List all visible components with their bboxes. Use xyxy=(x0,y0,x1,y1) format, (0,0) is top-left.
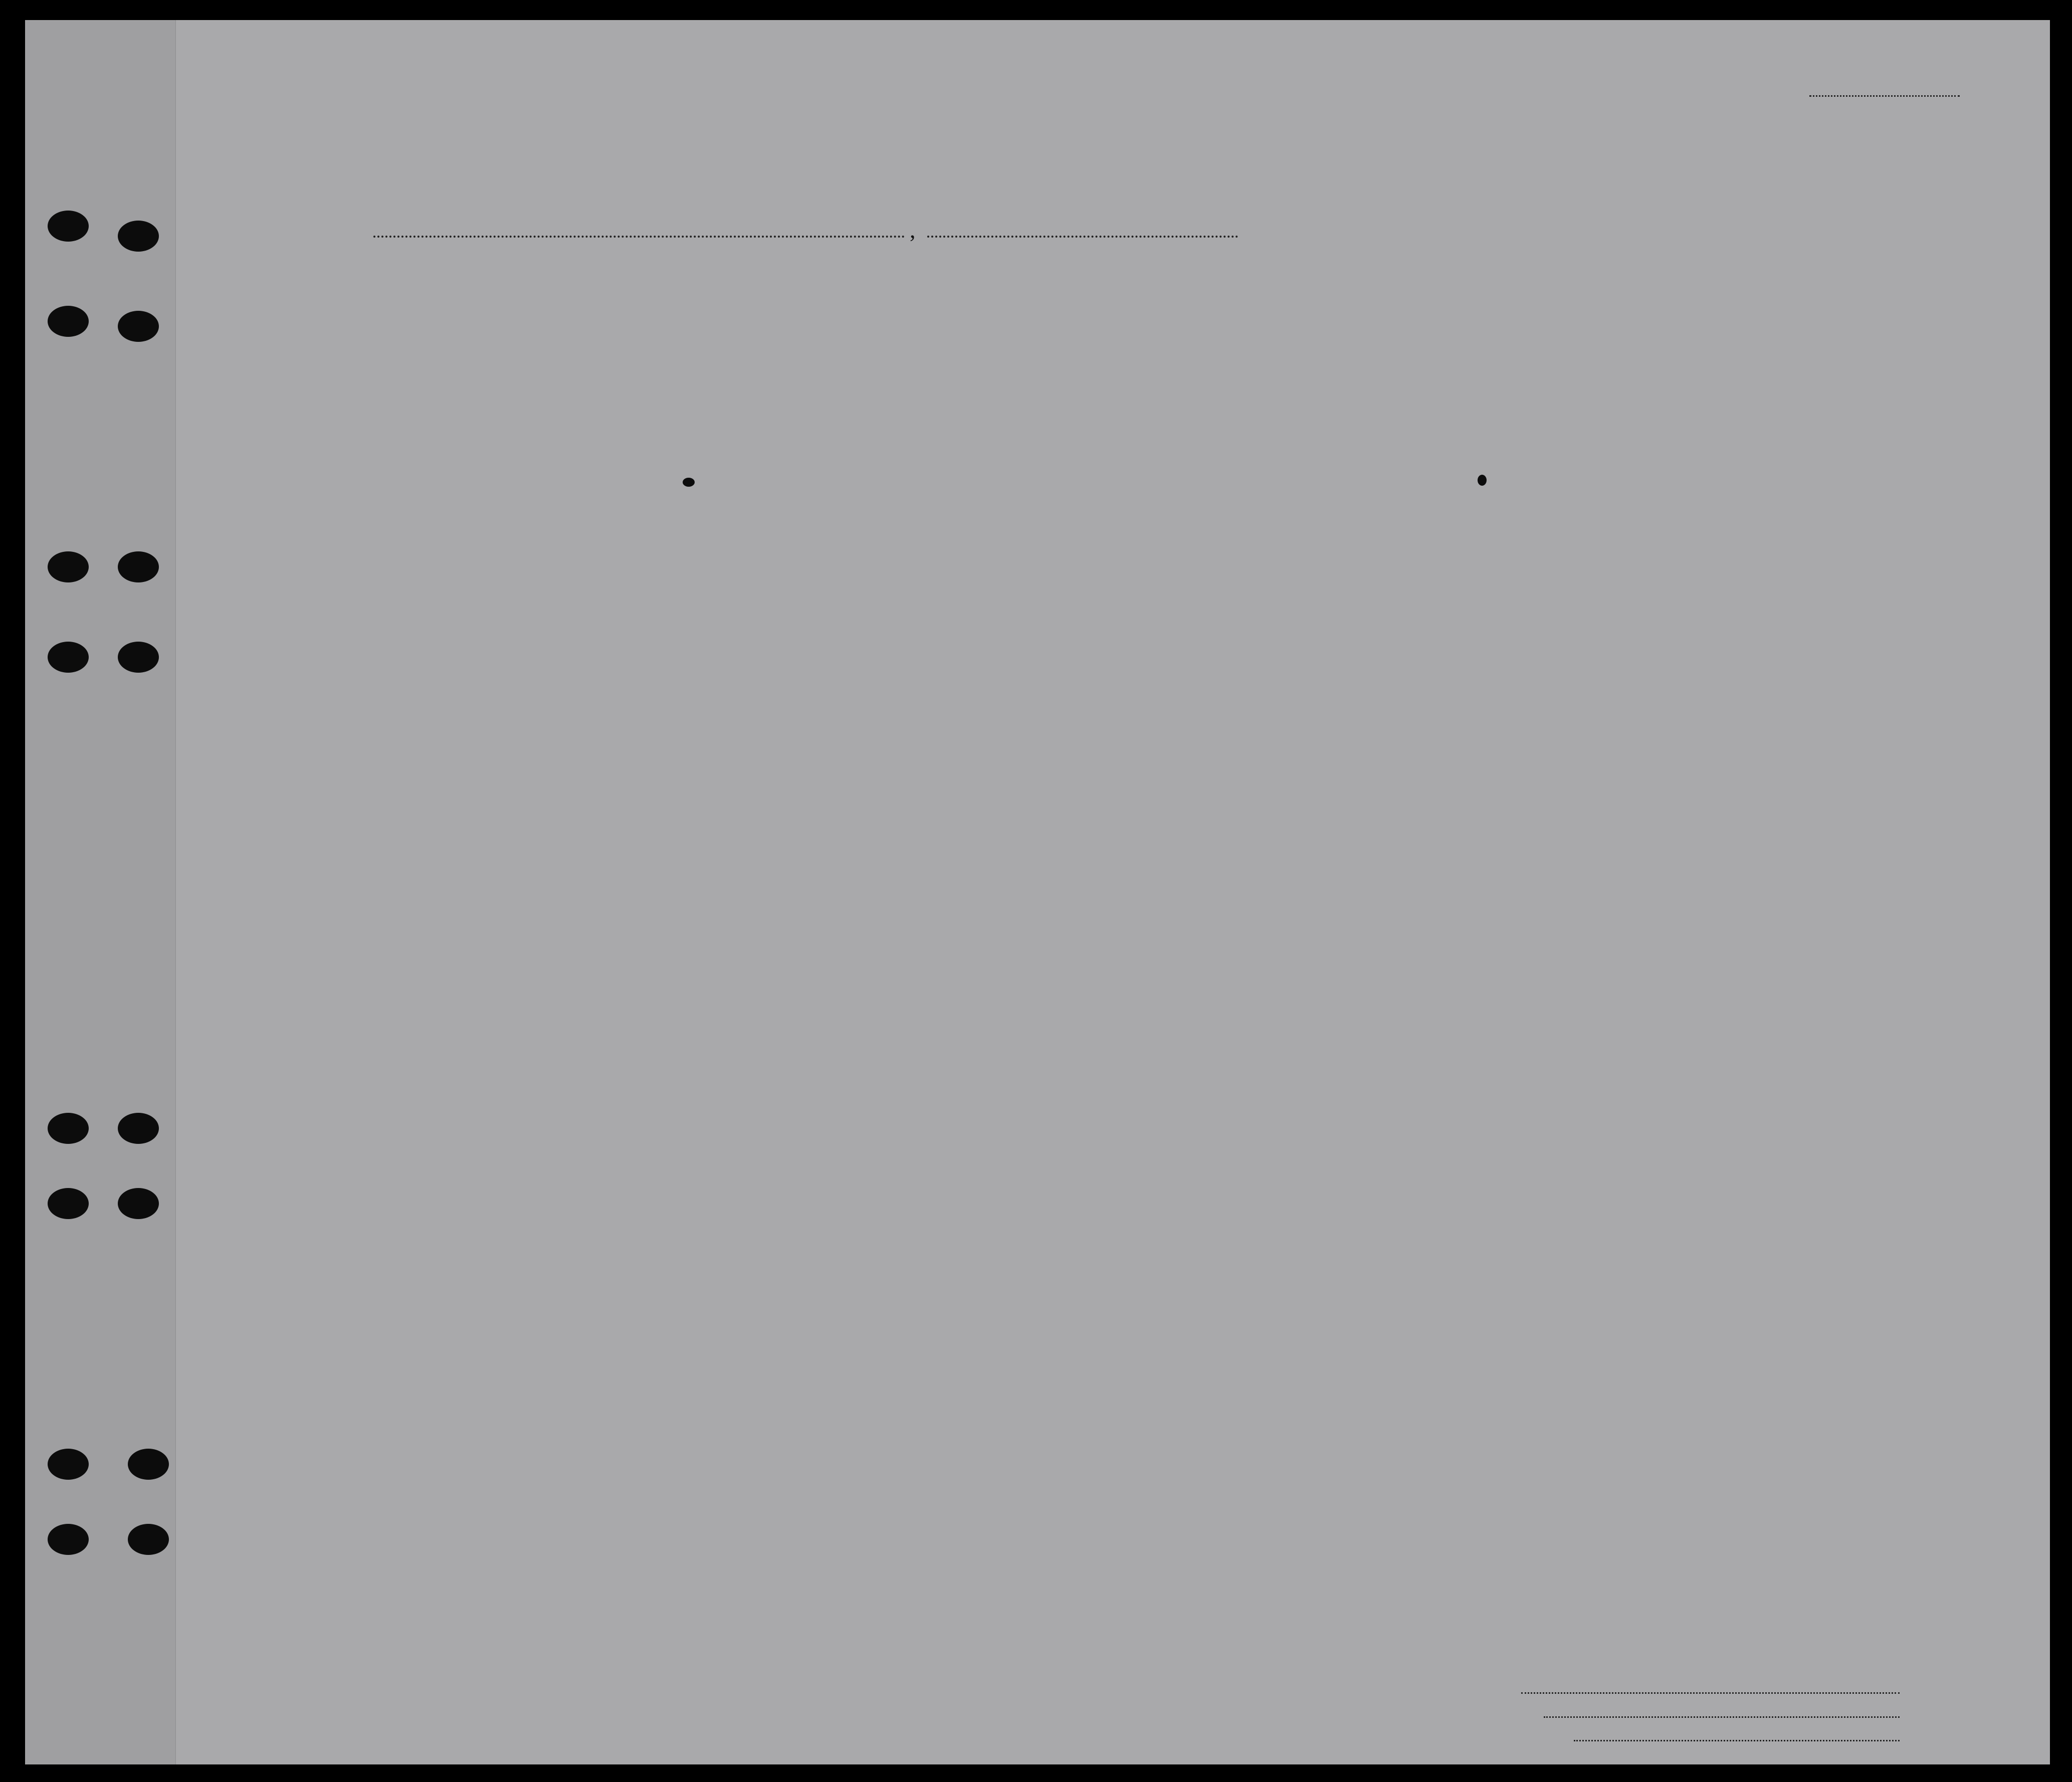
header-prison xyxy=(1341,311,1378,446)
header-excluded xyxy=(1527,321,1544,446)
line-field[interactable] xyxy=(1521,1692,1900,1694)
punch-hole xyxy=(118,642,159,673)
ink-blot xyxy=(683,478,695,487)
header-overthrow xyxy=(1433,308,1484,446)
header-anarchist xyxy=(1412,321,1426,446)
owners-field[interactable] xyxy=(1544,1716,1900,1718)
local-agents-field[interactable] xyxy=(1574,1740,1900,1741)
header-purpose-return xyxy=(1228,348,1273,446)
comma-separator: , xyxy=(910,217,916,243)
punch-hole xyxy=(48,306,89,337)
punch-hole xyxy=(48,211,89,242)
punch-hole xyxy=(48,1188,89,1219)
header-ticket xyxy=(642,308,659,444)
header-polygamist xyxy=(1387,321,1401,446)
punch-hole xyxy=(48,551,89,582)
header-labor-offer xyxy=(1489,308,1525,446)
punch-hole xyxy=(118,1188,159,1219)
punch-hole xyxy=(118,221,159,252)
header-purpose-citizen xyxy=(1306,348,1336,446)
header-inches xyxy=(1726,371,1741,446)
ink-blot xyxy=(1478,475,1487,486)
punch-hole xyxy=(118,311,159,342)
punch-hole xyxy=(128,1524,169,1555)
header-feet xyxy=(1702,371,1717,446)
manifest-sheet xyxy=(25,20,2050,1764)
punch-hole xyxy=(128,1449,169,1480)
punch-hole xyxy=(48,1524,89,1555)
punch-hole xyxy=(48,642,89,673)
punch-hole xyxy=(118,551,159,582)
header-arrested xyxy=(1549,321,1566,446)
table-grid xyxy=(25,20,2050,1764)
header-purpose-length xyxy=(1278,348,1303,446)
header-fifty-dollars xyxy=(766,311,781,444)
punch-hole xyxy=(118,1113,159,1144)
punch-hole xyxy=(48,1113,89,1144)
port-field-line xyxy=(373,236,905,238)
date-field-line xyxy=(927,236,1238,238)
punch-hole xyxy=(48,1449,89,1480)
list-number-field[interactable] xyxy=(1809,95,1960,97)
